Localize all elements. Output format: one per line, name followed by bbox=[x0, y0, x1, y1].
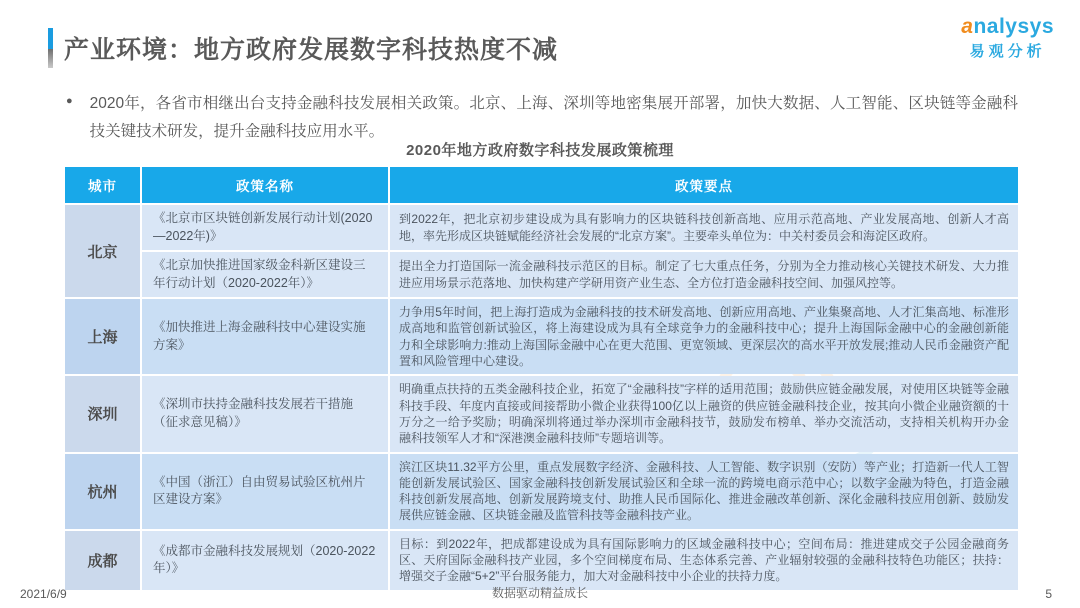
city-cell: 上海 bbox=[65, 299, 140, 374]
summary-bullet bbox=[66, 90, 1018, 146]
city-cell: 杭州 bbox=[65, 454, 140, 529]
title-accent-bar-icon bbox=[48, 28, 53, 68]
footer-date: 2021/6/9 bbox=[20, 587, 67, 601]
policy-name-cell: 《深圳市扶持金融科技发展若干措施（征求意见稿）》 bbox=[142, 376, 388, 451]
slide-header bbox=[48, 28, 558, 68]
policy-subrow bbox=[142, 252, 1018, 297]
policy-name-cell: 《加快推进上海金融科技中心建设实施方案》 bbox=[142, 299, 388, 374]
footer-slogan: 数据驱动精益成长 bbox=[491, 586, 588, 600]
table-row bbox=[65, 376, 1018, 451]
header-cell-city: 城市 bbox=[65, 167, 140, 203]
policy-subrow bbox=[142, 531, 1018, 590]
analysys-logo-wordmark: analysys bbox=[961, 15, 1054, 38]
policy-subrow bbox=[142, 454, 1018, 529]
city-cell: 成都 bbox=[65, 531, 140, 590]
policy-points-cell: 滨江区块11.32平方公里，重点发展数字经济、金融科技、人工智能、数字识别（安防）等产业；打造新一代人工智能创新发展试验区、国家金融科技创新发展试验区和全球一流的跨境电商示范中心；以数字金融为特色，打造金融科技创新发展高地、创新发展跨境支付、助推人民币国际化、推进金融改革创新、深化金融科技应用创新、鼓励发展供应链金融、区块链金融及监管科技等金融科技产业。 bbox=[390, 454, 1018, 529]
policy-subrow bbox=[142, 376, 1018, 451]
slide-footer bbox=[0, 585, 1080, 601]
policy-points-cell: 目标：到2022年，把成都建设成为具有国际影响力的区域金融科技中心；空间布局：推进建成交子公园金融商务区、天府国际金融科技产业园，多个空间梯度布局、生态体系完善、产业辐射较强的金融科技特色功能区；扶持：增强交子金融“5+2”平台服务能力，加大对金融科技中小企业的扶持力度。 bbox=[390, 531, 1018, 590]
policy-table-header bbox=[65, 167, 1018, 203]
page-title: 产业环境：地方政府发展数字科技热度不减 bbox=[64, 36, 559, 64]
header-cell-policy-name: 政策名称 bbox=[142, 167, 388, 203]
header-cell-policy-points: 政策要点 bbox=[390, 167, 1018, 203]
policy-points-cell: 提出全力打造国际一流金融科技示范区的目标。制定了七大重点任务，分别为全力推动核心关键技术研发、大力推进应用场景示范落地、加快构建产学研用资产业生态、全方位打造金融科技空间、加强风控等。 bbox=[390, 252, 1018, 297]
policy-points-cell: 到2022年，把北京初步建设成为具有影响力的区块链科技创新高地、应用示范高地、产业发展高地、创新人才高地，率先形成区块链赋能经济社会发展的“北京方案”。主要牵头单位为：中关村委员会和海淀区政府。 bbox=[390, 205, 1018, 250]
analysys-logo-chinese: 易观分析 bbox=[969, 43, 1046, 61]
city-cell: 北京 bbox=[65, 205, 140, 297]
policy-points-cell: 明确重点扶持的五类金融科技企业，拓宽了“金融科技”字样的适用范围；鼓励供应链金融发展，对使用区块链等金融科技手段、年度内直接或间接帮助小微企业获得100亿以上融资的供应链金融科技企业，按其向小微企业融资额的十万分之一给予奖励；明确深圳将通过举办深圳市金融科技节，鼓励发布榜单、举办交流活动，支持相关机构开办金融科技领军人才和“深港澳金融科技师”专题培训等。 bbox=[390, 376, 1018, 451]
table-row bbox=[65, 454, 1018, 529]
policy-subrow bbox=[142, 299, 1018, 374]
page-number: 5 bbox=[1045, 587, 1052, 601]
policy-name-cell: 《北京加快推进国家级金科新区建设三年行动计划（2020-2022年）》 bbox=[142, 252, 388, 297]
table-row bbox=[65, 205, 1018, 297]
policy-table bbox=[65, 167, 1018, 590]
table-row bbox=[65, 299, 1018, 374]
policy-name-cell: 《成都市金融科技发展规划（2020-2022年）》 bbox=[142, 531, 388, 590]
bullet-icon: ● bbox=[66, 95, 73, 107]
policy-name-cell: 《中国（浙江）自由贸易试验区杭州片区建设方案》 bbox=[142, 454, 388, 529]
table-title: 2020年地方政府数字科技发展政策梳理 bbox=[406, 142, 674, 159]
table-row bbox=[65, 531, 1018, 590]
city-cell: 深圳 bbox=[65, 376, 140, 451]
analysys-logo bbox=[961, 15, 1054, 61]
policy-name-cell: 《北京市区块链创新发展行动计划(2020—2022年)》 bbox=[142, 205, 388, 250]
policy-points-cell: 力争用5年时间，把上海打造成为金融科技的技术研发高地、创新应用高地、产业集聚高地、人才汇集高地、标准形成高地和监管创新试验区，将上海建设成为具有全球竞争力的金融科技中心；提升上海国际金融中心的金融创新能力和全球影响力:推动上海国际金融中心在更大范围、更宽领域、更深层次的高水平开放发展;推动人民币金融资产配置和风险管理中心建设。 bbox=[390, 299, 1018, 374]
policy-table-rows bbox=[65, 205, 1018, 590]
summary-text: 2020年，各省市相继出台支持金融科技发展相关政策。北京、上海、深圳等地密集展开部署，加快大数据、人工智能、区块链等金融科技关键技术研发，提升金融科技应用水平。 bbox=[89, 95, 1018, 141]
policy-subrow bbox=[142, 205, 1018, 250]
